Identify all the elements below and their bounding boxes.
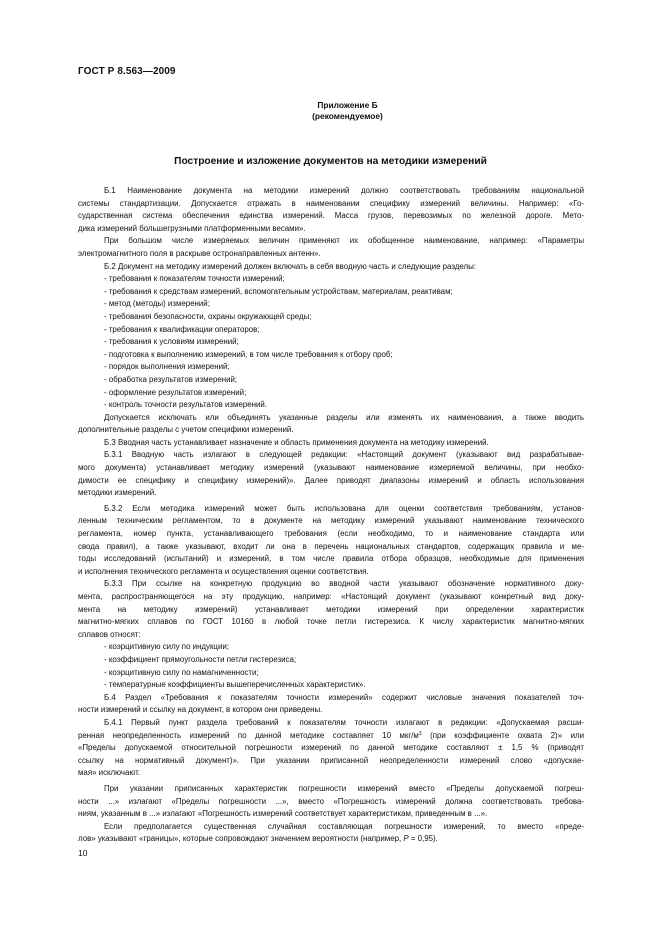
document-header: ГОСТ Р 8.563—2009 <box>78 66 176 77</box>
text-line: мого документа) устанавливает методику измерений (указывают наименование измеряемой величины, при необхо- <box>78 463 584 473</box>
text-line: Б.3 Вводная часть устанавливает назначение и область применения документа на методику измерений. <box>104 437 489 447</box>
text-line: Б.4 Раздел «Требования к показателям точности измерений» содержит числовые значения показателей точ- <box>104 692 584 702</box>
text-line: - обработка результатов измерений; <box>104 374 238 384</box>
text-line: «Пределы допускаемой относительной погрешности измерений по данной методике составляют ± 1,5 % (приводят <box>78 743 584 753</box>
text-line: - подготовка к выполнению измерений, в том числе требования к отбору проб; <box>104 349 393 359</box>
text-line: Б.4.1 Первый пункт раздела требований к показателям точности излагают в редакции: «Допускаемая расши- <box>104 717 584 727</box>
text-line: электромагнитного поля в раскрыве остронаправленных антенн». <box>78 248 321 258</box>
text-line: - коэффициент прямоугольности петли гистерезиса; <box>104 654 297 664</box>
text-line: - требования к условиям измерений; <box>104 337 239 347</box>
text-line: - коэрцитивную силу по индукции; <box>104 642 229 652</box>
text-line: ренная неопределенность измерений по данной методике составляет 10 мкг/$м^3$ (при коэффициенте охвата 2)» или <box>78 730 584 740</box>
text-line: - требования к средствам измерений, вспомогательным устройствам, материалам, реактивам; <box>104 286 453 296</box>
text-line: - порядок выполнения измерений; <box>104 362 230 372</box>
text-line: - температурные коэффициенты вышеперечисленных характеристик». <box>104 680 366 690</box>
text-line: системы стандартизации. Допускается отражать в наименовании специфику измерений величины. Например: «Го- <box>78 198 584 208</box>
text-line: - требования к квалификации операторов; <box>104 324 260 334</box>
text-line: - коэрцитивную силу по намагниченности; <box>104 667 259 677</box>
text-line: При большом числе измеряемых величин применяют их обобщенное наименование, например: «Параметры <box>104 236 584 246</box>
text-line: ности измерений и ссылку на документ, в котором они приведены. <box>78 705 323 715</box>
text-line: - метод (методы) измерений; <box>104 299 210 309</box>
text-line: Б.3.2 Если методика измерений может быть использована для оценки соответствия требованиям, установ- <box>104 503 584 513</box>
text-line: свода правил), а также указывают, входит ли она в перечень национальных стандартов, содержащих правила и ме- <box>78 541 584 551</box>
text-line: При указании приписанных характеристик погрешности измерений вместо «Пределы допускаемой погреш- <box>104 783 584 793</box>
text-line: - требования к показателям точности измерений; <box>104 274 285 284</box>
page-number: 10 <box>78 848 88 858</box>
text-line: мента, распространяющегося на эту продукцию, например: «Настоящий документ (указывают конкретный вид доку- <box>78 592 584 601</box>
annex-heading <box>0 100 661 122</box>
text-line: регламента, номер пункта, устанавливающего требования (если необходимо, то и наименование стандарта или <box>78 529 584 539</box>
text-line: Б.3.1 Вводную часть излагают в следующей редакции: «Настоящий документ (указывают вид разрабатывае- <box>104 450 584 460</box>
text-line: и исполнения технического регламента и осуществления оценки соответствия. <box>78 566 369 576</box>
text-line: димости ее специфику и специфику измерений)». Далее приводят диапазоны измерений и область использования <box>78 475 584 485</box>
text-line: Допускается исключать или объединять указанные разделы или изменять их наименования, а также вводить <box>104 412 584 422</box>
text-line: ниям, указанным в ...» излагают «Погрешность измерений соответствует характеристикам, приведенным в ...». <box>78 809 488 819</box>
text-line: - требования безопасности, охраны окружающей среды; <box>104 311 312 321</box>
text-line: - оформление результатов измерений; <box>104 387 247 397</box>
text-line: сударственная система обеспечения единства измерений. Масса грузов, перевозимых по железной дороге. Мето- <box>78 211 584 221</box>
text-line: методики измерений. <box>78 488 157 498</box>
text-line: - контроль точности результатов измерений. <box>104 400 268 410</box>
text-line: лов» указывают «границы», которые сопровождают значением вероятности (например, P = 0,95). <box>78 834 438 844</box>
text-line: Б.1 Наименование документа на методики измерений должно соответствовать требованиям национальной <box>104 186 584 195</box>
body-text <box>78 185 584 846</box>
text-line: Б.3.3 При ссылке на конкретную продукцию во вводной части указывают обозначение нормативного доку- <box>104 579 584 589</box>
annex-status: (рекомендуемое) <box>312 111 383 121</box>
text-line: тоды исследований (испытаний) и измерений, в том числе правила отбора образцов, необходимые для применения <box>78 554 584 564</box>
text-line: магнитно-мягких сплавов по ГОСТ 10160 в любой точке петли гистерезиса. К числу характеристик магнитно-мягких <box>78 617 584 627</box>
text-line: ссылку на нормативный документ)». При указании приписанной неопределенности измерений слово «допускае- <box>78 755 584 765</box>
text-line: дика измерений большегрузными платформенными весами». <box>78 223 306 233</box>
section-title: Построение и изложение документов на методики измерений <box>174 156 487 167</box>
text-line: Б.2 Документ на методику измерений должен включать в себя вводную часть и следующие разделы: <box>104 261 476 271</box>
text-line: ленным техническим регламентом, то в документе на методику измерений указывают наименование технического <box>78 516 584 526</box>
text-line: Если предполагается существенная случайная составляющая погрешности измерений, то вместо «преде- <box>104 821 584 831</box>
annex-label: Приложение Б <box>317 100 378 110</box>
text-line: ности ...» излагают «Пределы погрешности ...», вместо «Погрешность измерений должна соответствовать требова- <box>78 796 584 806</box>
text-line: сплавов относят: <box>78 629 141 639</box>
text-line: мая» исключают. <box>78 768 141 778</box>
text-line: мента на методику измерений) устанавливает методики измерений при определении характеристик <box>78 604 584 614</box>
text-line: дополнительные разделы с учетом специфики измерений. <box>78 425 294 435</box>
